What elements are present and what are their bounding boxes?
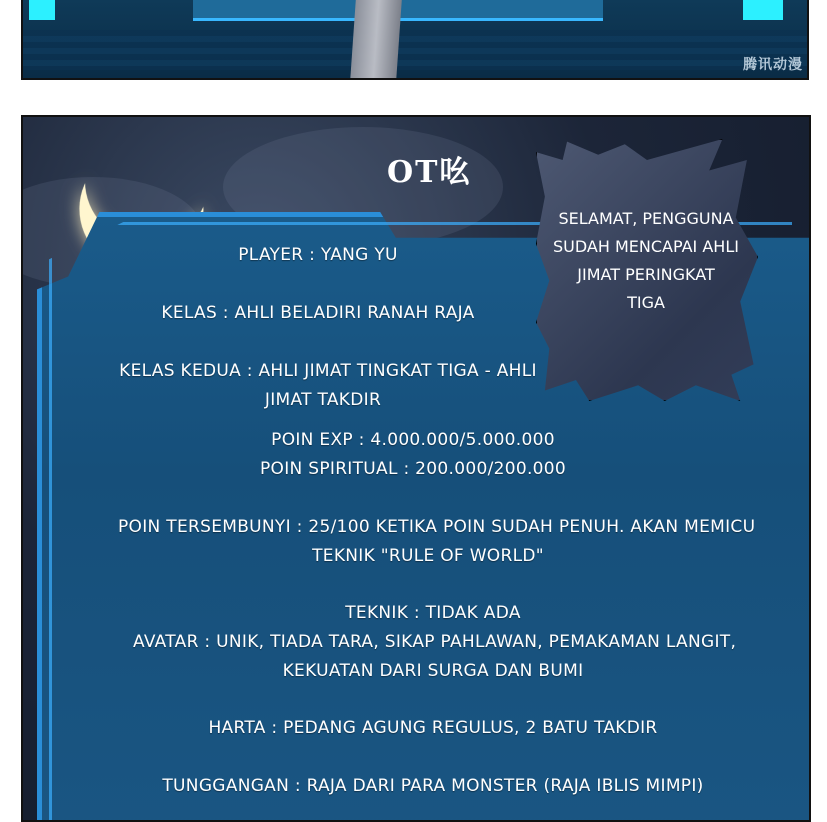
- sound-effect-text: OT吆: [387, 155, 472, 190]
- stat-poin-tersembunyi-cont: TEKNIK "RULE OF WORLD": [312, 546, 544, 566]
- cyan-block-left: [29, 0, 55, 20]
- stat-teknik: TEKNIK : TIDAK ADA: [345, 603, 521, 623]
- stat-harta: HARTA : PEDANG AGUNG REGULUS, 2 BATU TAKDIR: [208, 718, 658, 738]
- top-comic-panel: [21, 0, 809, 80]
- watermark-logo: 腾讯动漫: [743, 57, 803, 73]
- stat-avatar-cont: KEKUATAN DARI SURGA DAN BUMI: [282, 661, 584, 681]
- stat-poin-exp: POIN EXP : 4.000.000/5.000.000: [271, 430, 555, 450]
- stat-kelas-kedua: KELAS KEDUA : AHLI JIMAT TINGKAT TIGA - AHLI: [119, 361, 537, 381]
- stat-player: PLAYER : YANG YU: [238, 245, 398, 265]
- cyan-block-right: [743, 0, 783, 20]
- stat-avatar: AVATAR : UNIK, TIADA TARA, SIKAP PAHLAWAN, PEMAKAMAN LANGIT,: [133, 632, 737, 652]
- stat-poin-spiritual: POIN SPIRITUAL : 200.000/200.000: [259, 459, 567, 479]
- stat-kelas: KELAS : AHLI BELADIRI RANAH RAJA: [161, 303, 475, 323]
- notification-text: SELAMAT, PENGGUNA SUDAH MENCAPAI AHLI JIMAT PERINGKAT TIGA: [553, 209, 739, 312]
- status-comic-panel: [21, 115, 811, 822]
- sword-blade: [350, 0, 402, 80]
- stat-tunggangan: TUNGGANGAN : RAJA DARI PARA MONSTER (RAJA IBLIS MIMPI): [162, 776, 704, 796]
- panel-background-lines: [23, 30, 807, 70]
- status-list: [23, 117, 809, 820]
- stat-kelas-kedua-cont: JIMAT TAKDIR: [264, 390, 382, 410]
- stat-poin-tersembunyi: POIN TERSEMBUNYI : 25/100 KETIKA POIN SUDAH PENUH. AKAN MEMICU: [118, 517, 756, 537]
